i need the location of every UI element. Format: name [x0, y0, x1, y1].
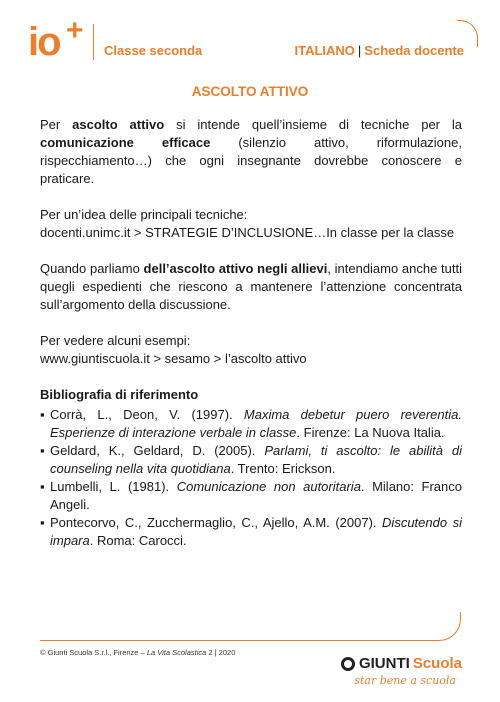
text-span: Quando parliamo [40, 261, 144, 276]
text-span: Per [40, 117, 73, 132]
bullet-icon: ▪ [40, 515, 45, 530]
grade-label: Classe seconda [104, 43, 203, 58]
techniques-link[interactable]: docenti.unimc.it > STRATEGIE D’INCLUSIONE…In classe per la classe [40, 225, 455, 240]
io-logo: io [28, 20, 60, 64]
text-span: . Roma: Carocci. [89, 533, 187, 548]
text-span: (silenzio attivo, riformulazione, rispecchiamento…) che ogni insegnante dovrebbe conoscere e praticare. [40, 135, 462, 186]
text-span: Geldard, K., Geldard, D. (2005). [50, 443, 265, 458]
header-divider [93, 24, 94, 60]
text-span: . Milano: Franco Angeli. [50, 479, 462, 512]
text-span: Lumbelli, L. (1981). [50, 479, 177, 494]
page-header [0, 0, 500, 78]
book-title: Maxima debetur puero reverentia. Esperienze di interazione verbale in classe [50, 407, 462, 440]
list-item [40, 514, 462, 550]
text-span: Per vedere alcuni esempi: [40, 333, 191, 348]
bullet-icon: ▪ [40, 443, 45, 458]
plus-icon: + [66, 14, 84, 47]
subject-name: ITALIANO [294, 43, 355, 58]
doc-type: Scheda docente [364, 43, 464, 58]
book-title: Parlami, ti ascolto: le abilità di counseling nella vita quotidiana [50, 443, 462, 476]
list-item [40, 442, 462, 478]
paragraph-examples [40, 332, 462, 368]
paragraph-students [40, 260, 462, 314]
text-span: , intendiamo anche tutti quegli espedienti che riescono a mantenere l’attenzione concentrata sull’argomento della discussione. [40, 261, 463, 312]
list-item [40, 478, 462, 514]
bibliography-title: Bibliografia di riferimento [40, 387, 199, 402]
examples-link[interactable]: www.giuntiscuola.it > sesamo > l’ascolto attivo [40, 351, 307, 366]
text-span: Per un’idea delle principali tecniche: [40, 207, 248, 222]
giunti-g-icon [341, 657, 355, 671]
corner-decoration [457, 20, 478, 47]
bold-term: ascolto attivo [72, 117, 165, 132]
subject-label [294, 43, 464, 58]
bold-term: dell’ascolto attivo negli allievi [143, 261, 328, 276]
text-span: 2 | 2020 [206, 648, 236, 657]
text-span: Corrà, L., Deon, V. (1997). [50, 407, 244, 422]
bullet-icon: ▪ [40, 407, 45, 422]
brand-accent: Scuola [412, 655, 462, 672]
bibliography-list [40, 406, 462, 550]
book-title: Comunicazione non autoritaria [176, 479, 361, 494]
brand-tagline: star bene a scuola [354, 674, 456, 687]
paragraph-intro [40, 116, 462, 188]
main-content [40, 116, 462, 550]
text-span: © Giunti Scuola S.r.l., Firenze – [40, 648, 147, 657]
magazine-name: La Vita Scolastica [146, 648, 207, 657]
page-title: ASCOLTO ATTIVO [191, 84, 309, 99]
text-span: Pontecorvo, C., Zucchermaglio, C., Ajello, A.M. (2007). [50, 515, 383, 530]
book-title: Discutendo si impara [50, 515, 462, 548]
text-span: . Firenze: La Nuova Italia. [296, 425, 445, 440]
text-span: . Trento: Erickson. [230, 461, 336, 476]
paragraph-techniques [40, 206, 462, 242]
text-span: si intende quell’insieme di tecniche per la [164, 117, 463, 132]
list-item [40, 406, 462, 442]
footer-copyright [40, 648, 235, 657]
bold-term: comunicazione efficace [40, 135, 211, 150]
giunti-logo [341, 655, 462, 672]
bullet-icon: ▪ [40, 479, 45, 494]
footer-decoration [40, 612, 461, 641]
brand-name: GIUNTI [358, 655, 410, 672]
subject-separator: | [357, 43, 362, 58]
